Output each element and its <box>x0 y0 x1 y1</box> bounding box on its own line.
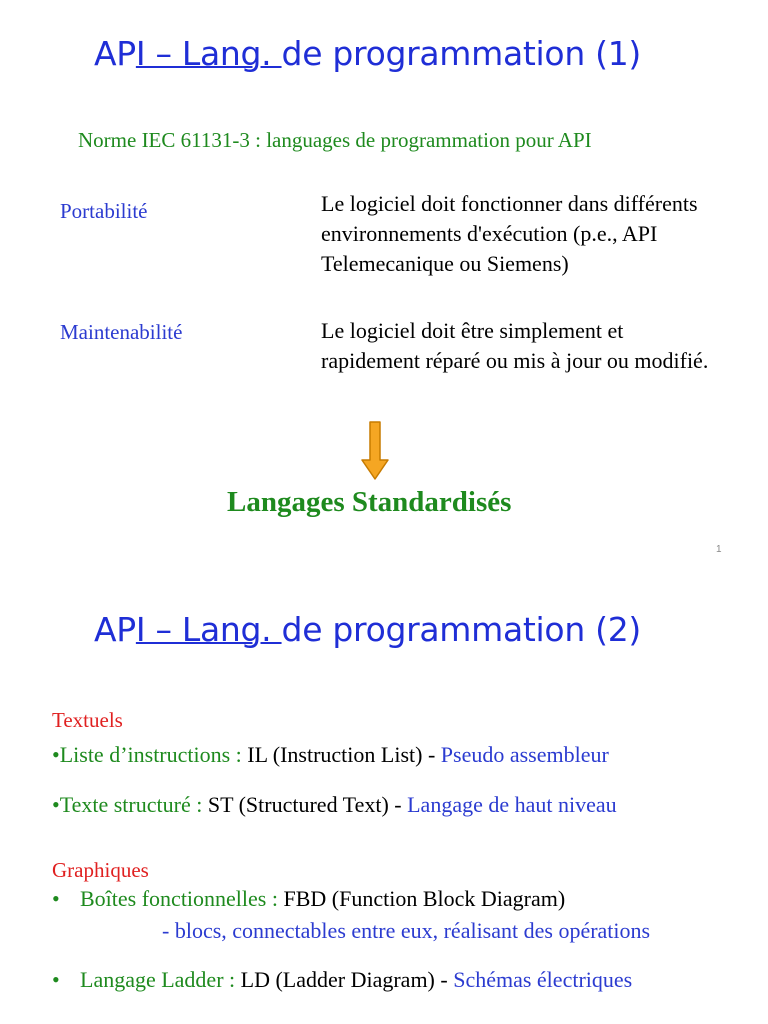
slide1-title <box>94 34 641 73</box>
maintenabilite-description: Le logiciel doit être simplement et rapidement réparé ou mis à jour ou modifié. <box>321 318 709 373</box>
item-label: Liste d’instructions : <box>59 742 248 767</box>
item-code: IL (Instruction List) - <box>247 742 441 767</box>
item-code: LD (Ladder Diagram) - <box>240 967 454 992</box>
item-code: ST (Structured Text) - <box>207 792 408 817</box>
item-desc: Schémas électriques <box>453 967 633 992</box>
bullet: • <box>52 967 60 992</box>
slide1-title-rest: de programmation (1) <box>281 34 641 73</box>
norme-text: Norme IEC 61131-3 : languages de programmation pour API <box>78 128 592 152</box>
item-desc: Pseudo assembleur <box>440 742 609 767</box>
textuels-heading: Textuels <box>52 708 123 732</box>
slide2-title-prefix: AP <box>94 610 136 649</box>
slide2-title-rest: de programmation (2) <box>281 610 641 649</box>
graphic-item-ld <box>52 965 632 995</box>
bullet: • <box>52 792 60 817</box>
page-number: 1 <box>716 544 722 555</box>
bullet: • <box>52 742 60 767</box>
slide1-title-underlined: I – Lang. <box>135 34 282 73</box>
down-arrow-icon <box>360 420 390 482</box>
item-label: Boîtes fonctionnelles : <box>80 886 284 911</box>
graphic-item-fbd-desc: - blocs, connectables entre eux, réalisant des opérations <box>162 918 651 943</box>
item-code: FBD (Function Block Diagram) <box>283 886 566 911</box>
item-label: Langage Ladder : <box>80 967 241 992</box>
item-label: Texte structuré : <box>59 792 208 817</box>
portabilite-term: Portabilité <box>60 199 148 223</box>
portabilite-description: Le logiciel doit fonctionner dans différents environnements d'exécution (p.e., API Telemecanique ou Siemens) <box>321 191 698 276</box>
slide2-title <box>94 610 641 649</box>
slide1-title-prefix: AP <box>94 34 136 73</box>
slide2-title-underlined: I – Lang. <box>135 610 282 649</box>
graphic-item-fbd <box>52 884 565 914</box>
item-desc: Langage de haut niveau <box>407 792 617 817</box>
langages-standardises-heading: Langages Standardisés <box>227 486 512 518</box>
textual-item-st <box>52 790 617 820</box>
maintenabilite-term: Maintenabilité <box>60 320 183 344</box>
bullet: • <box>52 886 60 911</box>
graphiques-heading: Graphiques <box>52 858 149 882</box>
textual-item-il <box>52 740 609 770</box>
